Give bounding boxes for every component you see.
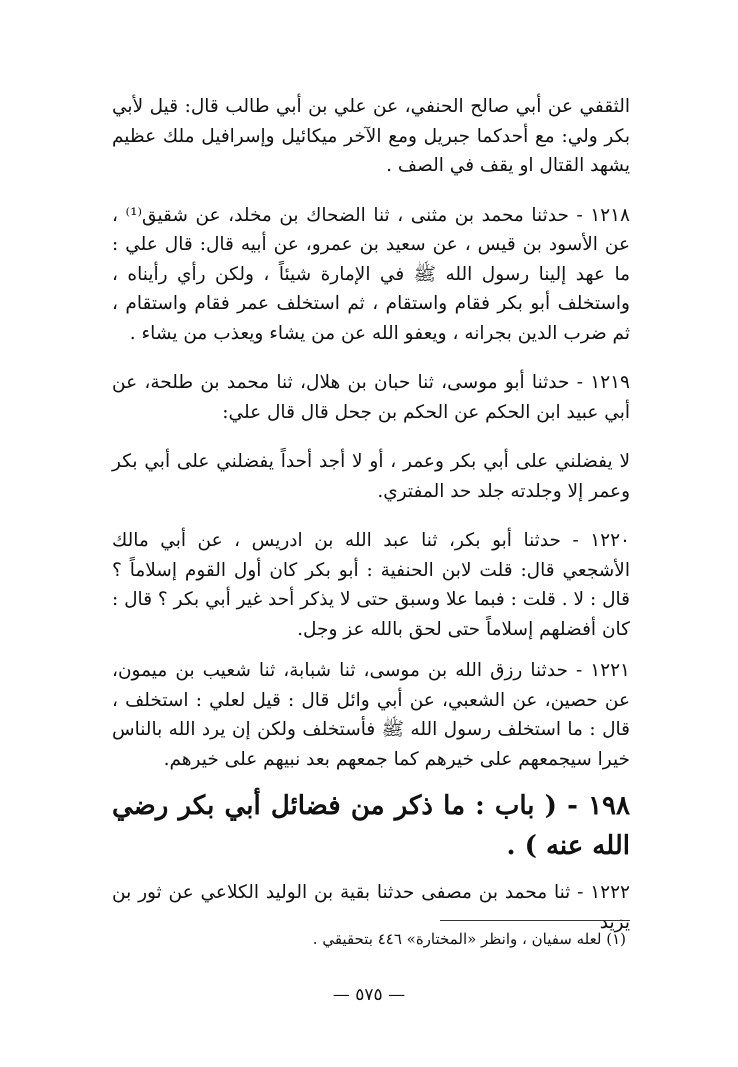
chapter-heading: ١٩٨ - ( باب : ما ذكر من فضائل أبي بكر رضي الله عنه ) .	[112, 791, 630, 861]
paragraph-hadith-1222: ١٢٢٢ - ثنا محمد بن مصفى حدثنا بقية بن الوليد الكلاعي عن ثور بن يزيد	[112, 882, 630, 933]
footnote-divider	[440, 920, 630, 921]
main-text	[112, 92, 630, 937]
page-number: — ٥٧٥ —	[332, 985, 406, 1005]
footnote: (١) لعله سفيان ، وانظر «المختارة» ٤٤٦ بتحقيقي .	[312, 930, 626, 948]
paragraph-hadith-1220: ١٢٢٠ - حدثنا أبو بكر، ثنا عبد الله بن ادريس ، عن أبي مالك الأشجعي قال: قلت لابن الحنفية : أبو بكر كان أول القوم إسلاماً ؟ قال : لا . قلت : فبما علا وسبق حتى لا يذكر أحد غير أبي بكر ؟ قال : كان أفضلهم إسلاماً حتى لحق بالله عز وجل.	[112, 530, 630, 640]
paragraph-hadith-1219: ١٢١٩ - حدثنا أبو موسى، ثنا حبان بن هلال، ثنا محمد بن طلحة، عن أبي عبيد ابن الحكم عن الحكم بن جحل قال قال علي:	[112, 372, 630, 423]
paragraph-continuation: الثقفي عن أبي صالح الحنفي، عن علي بن أبي طالب قال: قيل لأبي بكر ولي: مع أحدكما جبريل ومع الآخر ميكائيل وإسرافيل ملك عظيم يشهد القتال او يقف في الصف .	[112, 96, 630, 176]
paragraph-quote: لا يفضلني على أبي بكر وعمر ، أو لا أجد أحداً يفضلني على أبي بكر وعمر إلا وجلدته جلد حد المفتري.	[112, 451, 630, 502]
paragraph-hadith-1218: ١٢١٨ - حدثنا محمد بن مثنى ، ثنا الضحاك بن مخلد، عن شقيق⁽¹⁾ ، عن الأسود بن قيس ، عن سعيد بن عمرو، عن أبيه قال: قال علي : ما عهد إلينا رسول الله ﷺ في الإمارة شيئاً ، ولكن رأي رأيناه ، واستخلف أبو بكر فقام واستقام ، ثم استخلف عمر فقام واستقام ، ثم ضرب الدين بجرانه ، ويعفو الله عن من يشاء ويعذب من يشاء .	[112, 204, 630, 344]
paragraph-hadith-1221: ١٢٢١ - حدثنا رزق الله بن موسى، ثنا شبابة، ثنا شعيب بن ميمون، عن حصين، عن الشعبي، عن أبي وائل قال : قيل لعلي : استخلف ، قال : ما استخلف رسول الله ﷺ فأستخلف ولكن إن يرد الله بالناس خيرا سيجمعهم على خيرهم كما جمعهم بعد نبيهم على خيرهم.	[112, 660, 630, 770]
